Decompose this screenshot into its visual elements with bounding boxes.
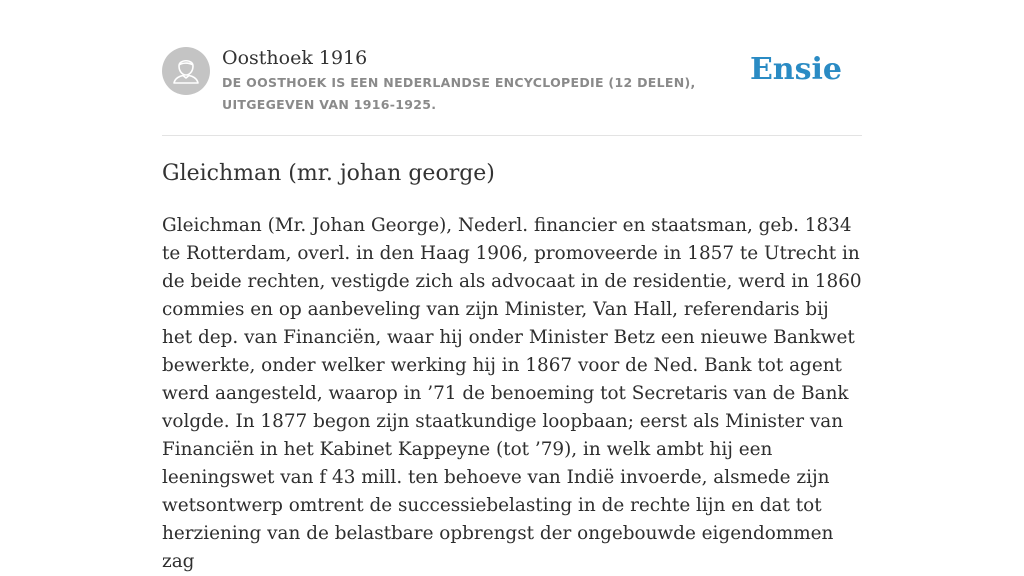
user-silhouette-icon [162,47,210,95]
source-name[interactable]: Oosthoek 1916 [222,47,368,69]
avatar [162,47,210,95]
article-title: Gleichman (mr. johan george) [162,161,495,186]
source-description: DE OOSTHOEK IS EEN NEDERLANDSE ENCYCLOPEDIE (12 DELEN), UITGEGEVEN VAN 1916-1925. [222,75,696,112]
header-divider [162,135,862,136]
source-header [162,46,862,136]
brand-logo-link[interactable]: Ensie [749,52,842,87]
article-body: Gleichman (Mr. Johan George), Nederl. financier en staatsman, geb. 1834 te Rotterdam, overl. in den Haag 1906, promoveerde in 1857 te Utrecht in de beide rechten, vestigde zich als advocaat in de residentie, werd in 1860 commies en op aanbeveling van zijn Minister, Van Hall, referendaris bij het dep. van Financiën, waar hij onder Minister Betz een nieuwe Bankwet bewerkte, onder welker werking hij in 1867 voor de Ned. Bank tot agent werd aangesteld, waarop in ’71 de benoeming tot Secretaris van de Bank volgde. In 1877 begon zijn staatkundige loopbaan; eerst als Minister van Financiën in het Kabinet Kappeyne (tot ’79), in welk ambt hij een leeningswet van f 43 mill. ten behoeve van Indië invoerde, alsmede zijn wetsontwerp omtrent de successiebelasting in de rechte lijn en dat tot herziening van de belastbare opbrengst der ongebouwde eigendommen zag [162,215,862,572]
